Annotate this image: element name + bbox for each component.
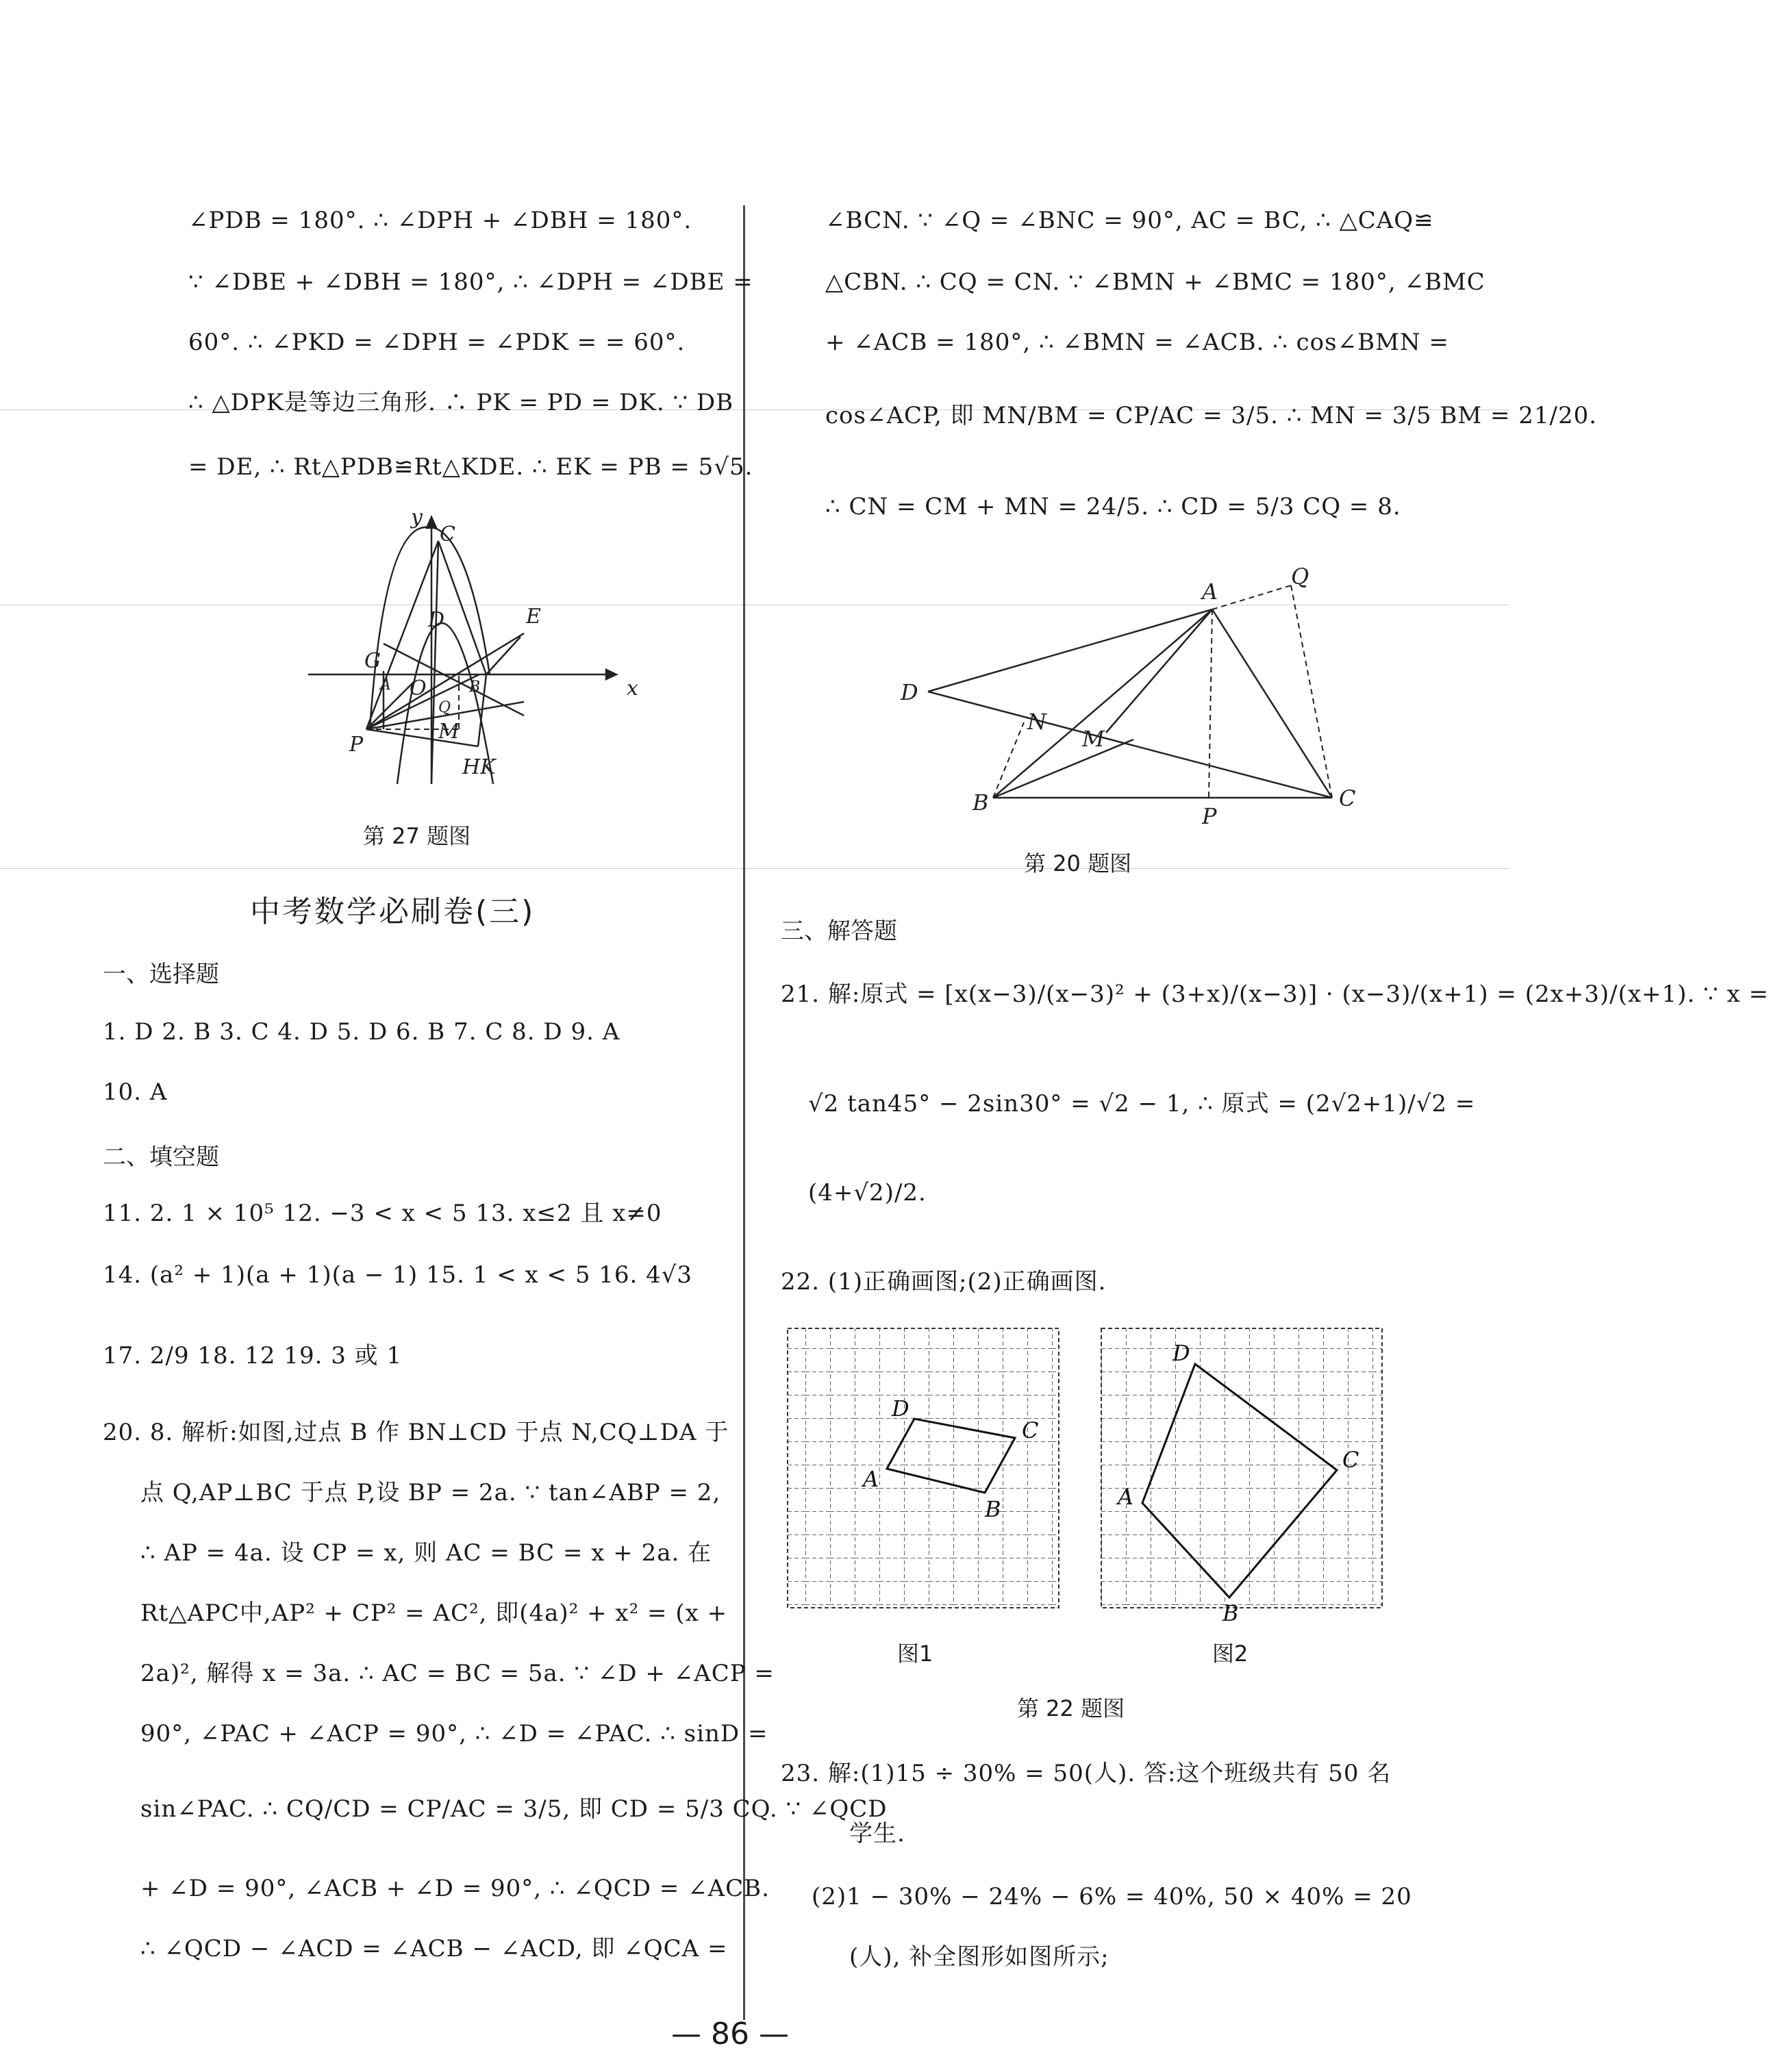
- grid1-caption: 图1: [897, 1641, 933, 1667]
- label-n: N: [1027, 709, 1046, 735]
- q20-line: ∴ AP = 4a. 设 CP = x, 则 AC = BC = x + 2a. 在: [140, 1539, 712, 1567]
- section-solve: 三、解答题: [781, 918, 897, 945]
- grid2-label-a: A: [1118, 1484, 1134, 1510]
- grid1-label-a: A: [863, 1466, 879, 1492]
- fill-answers: 17. 2/9 18. 12 19. 3 或 1: [103, 1342, 403, 1369]
- q21-line: (4+√2)/2.: [808, 1179, 927, 1206]
- section-choice: 一、选择题: [103, 961, 219, 988]
- label-d: D: [428, 608, 445, 632]
- text-line: 60°. ∴ ∠PKD = ∠DPH = ∠PDK = = 60°.: [188, 329, 686, 356]
- label-b: B: [469, 679, 481, 696]
- text-line: cos∠ACP, 即 MN/BM = CP/AC = 3/5. ∴ MN = 3/5 BM = 21/20.: [825, 402, 1598, 429]
- q20-line: 点 Q,AP⊥BC 于点 P,设 BP = 2a. ∵ tan∠ABP = 2,: [140, 1479, 721, 1506]
- label-q: Q: [438, 699, 451, 716]
- figure-22-caption: 第 22 题图: [1017, 1695, 1125, 1721]
- text-line: + ∠ACB = 180°, ∴ ∠BMN = ∠ACB. ∴ cos∠BMN =: [825, 329, 1449, 356]
- q20-line: ∴ ∠QCD − ∠ACD = ∠ACB − ∠ACD, 即 ∠QCA =: [140, 1935, 728, 1962]
- page-number: — 86 —: [671, 2017, 789, 2051]
- grid1-label-b: B: [985, 1496, 1001, 1522]
- q20-line: 20. 8. 解析:如图,过点 B 作 BN⊥CD 于点 N,CQ⊥DA 于: [103, 1419, 729, 1446]
- figure-27-caption: 第 27 题图: [363, 823, 471, 849]
- q20-line: Rt△APC中,AP² + CP² = AC², 即(4a)² + x² = (x +: [140, 1600, 728, 1627]
- text-line: ∴ △DPK是等边三角形. ∴ PK = PD = DK. ∵ DB: [188, 389, 734, 416]
- label-c: C: [440, 522, 455, 546]
- label-e: E: [526, 605, 541, 629]
- text-line: △CBN. ∴ CQ = CN. ∵ ∠BMN + ∠BMC = 180°, ∠BMC: [825, 268, 1485, 296]
- exam-title: 中考数学必刷卷(三): [250, 894, 536, 929]
- label-m: M: [1082, 726, 1105, 752]
- section-fill: 二、填空题: [103, 1144, 219, 1171]
- label-x: x: [627, 677, 638, 700]
- label-a: A: [1202, 579, 1218, 605]
- text-line: ∴ CN = CM + MN = 24/5. ∴ CD = 5/3 CQ = 8.: [825, 493, 1401, 520]
- text-line: ∠BCN. ∵ ∠Q = ∠BNC = 90°, AC = BC, ∴ △CAQ≌: [825, 207, 1434, 234]
- grid2-label-d: D: [1172, 1340, 1190, 1366]
- text-line: = DE, ∴ Rt△PDB≌Rt△KDE. ∴ EK = PB = 5√5.: [188, 453, 753, 481]
- q20-line: + ∠D = 90°, ∠ACB + ∠D = 90°, ∴ ∠QCD = ∠ACB.: [140, 1875, 770, 1902]
- q23-line: 23. 解:(1)15 ÷ 30% = 50(人). 答:这个班级共有 50 名: [781, 1760, 1392, 1787]
- label-p: P: [349, 733, 364, 757]
- text-line: ∠PDB = 180°. ∴ ∠DPH + ∠DBH = 180°.: [188, 207, 692, 234]
- text-line: ∵ ∠DBE + ∠DBH = 180°, ∴ ∠DPH = ∠DBE =: [188, 268, 753, 296]
- label-d: D: [901, 679, 918, 705]
- grid2-label-c: C: [1342, 1447, 1359, 1473]
- q20-line: 2a)², 解得 x = 3a. ∴ AC = BC = 5a. ∵ ∠D + ∠ACP =: [140, 1660, 775, 1687]
- label-g: G: [364, 649, 381, 673]
- label-a: A: [380, 677, 391, 694]
- grid2-label-b: B: [1222, 1600, 1239, 1626]
- q22-line: 22. (1)正确画图;(2)正确画图.: [781, 1268, 1107, 1296]
- q20-line: sin∠PAC. ∴ CQ/CD = CP/AC = 3/5, 即 CD = 5/3 CQ. ∵ ∠QCD: [140, 1795, 888, 1823]
- label-c: C: [1339, 785, 1356, 811]
- choice-answers: 1. D 2. B 3. C 4. D 5. D 6. B 7. C 8. D 9. A: [103, 1018, 620, 1046]
- q21-line: √2 tan45° − 2sin30° = √2 − 1, ∴ 原式 = (2√2+1)/√2 =: [808, 1090, 1476, 1117]
- q23-line: 学生.: [849, 1820, 905, 1847]
- label-o: O: [410, 677, 427, 700]
- figure-20-caption: 第 20 题图: [1024, 850, 1132, 876]
- label-m: M: [438, 720, 460, 744]
- q23-line: (人), 补全图形如图所示;: [849, 1943, 1109, 1971]
- choice-answers: 10. A: [103, 1078, 168, 1106]
- fill-answers: 11. 2. 1 × 10⁵ 12. −3 < x < 5 13. x≤2 且 x≠0: [103, 1200, 662, 1227]
- label-y: y: [411, 505, 423, 529]
- label-q: Q: [1291, 564, 1309, 590]
- q21-line: 21. 解:原式 = [x(x−3)/(x−3)² + (3+x)/(x−3)] · (x−3)/(x+1) = (2x+3)/(x+1). ∵ x =: [781, 981, 1769, 1008]
- grid1-label-d: D: [892, 1395, 909, 1422]
- q20-line: 90°, ∠PAC + ∠ACP = 90°, ∴ ∠D = ∠PAC. ∴ sinD =: [140, 1720, 768, 1747]
- label-b: B: [973, 789, 989, 816]
- q23-line: (2)1 − 30% − 24% − 6% = 40%, 50 × 40% = 20: [812, 1883, 1412, 1910]
- grid1-label-c: C: [1022, 1417, 1039, 1443]
- figure-20: [853, 558, 1394, 832]
- grid2-caption: 图2: [1212, 1641, 1249, 1667]
- figure-27: [294, 503, 664, 791]
- fill-answers: 14. (a² + 1)(a + 1)(a − 1) 15. 1 < x < 5 16. 4√3: [103, 1261, 693, 1289]
- label-hk: HK: [462, 755, 496, 779]
- label-p: P: [1202, 803, 1217, 829]
- figure-22-grids: [781, 1325, 1411, 1626]
